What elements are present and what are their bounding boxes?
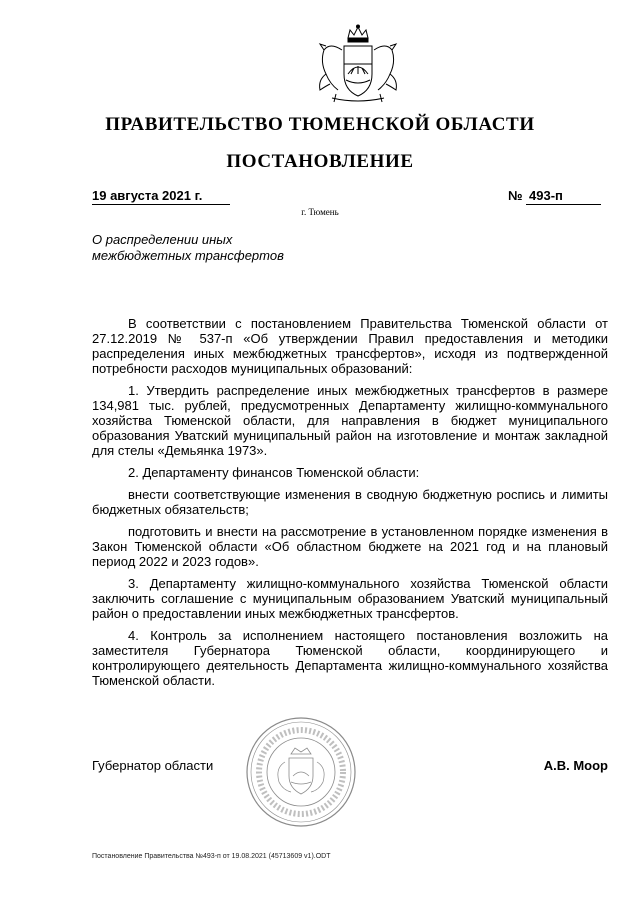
body-paragraph: 3. Департаменту жилищно-коммунального хозяйства Тюменской области заключить соглашение с муниципальным образованием Уватский муниципальный район о предоставлении иных межбюджетных трансфертов. (92, 576, 608, 621)
document-number (508, 188, 604, 205)
subject-line: О распределении иных (92, 232, 233, 247)
signature-block (92, 758, 608, 782)
body-paragraph: 2. Департаменту финансов Тюменской области: (128, 465, 420, 480)
document-subject (92, 232, 352, 264)
number-sign: № (508, 188, 523, 203)
government-title: ПРАВИТЕЛЬСТВО ТЮМЕНСКОЙ ОБЛАСТИ (105, 114, 535, 135)
body-paragraph: внести соответствующие изменения в сводную бюджетную роспись и лимиты бюджетных обязательств; (92, 487, 608, 517)
number-value: 493-п (526, 188, 601, 205)
subject-line: межбюджетных трансфертов (92, 248, 284, 263)
document-footer: Постановление Правительства №493-п от 19.08.2021 (45713609 v1).ODT (92, 853, 331, 860)
body-paragraph: 1. Утвердить распределение иных межбюджетных трансфертов в размере 134,981 тыс. рублей, предусмотренных Департаменту жилищно-коммунального хозяйства Тюменской области, для направления в бюджет муниципального образования Уватский муниципальный район на изготовление и монтаж закладной для стелы «Демьянка 1973». (92, 383, 608, 458)
signer-name: А.В. Моор (543, 758, 608, 773)
document-city: г. Тюмень (301, 207, 339, 217)
coat-of-arms-icon (314, 24, 402, 106)
body-paragraph: подготовить и внести на рассмотрение в установленном порядке изменения в Закон Тюменской области «Об областном бюджете на 2021 год и на плановый период 2022 и 2023 годов». (92, 524, 608, 569)
body-paragraph: В соответствии с постановлением Правительства Тюменской области от 27.12.2019 № 537-п «Об утверждении Правил предоставления и методики распределения иных межбюджетных трансфертов», исходя из подтвержденной потребности расходов муниципальных образований: (92, 316, 608, 376)
document-date: 19 августа 2021 г. (92, 188, 230, 205)
signer-position: Губернатор области (92, 758, 214, 773)
document-body (92, 316, 608, 695)
body-paragraph: 4. Контроль за исполнением настоящего постановления возложить на заместителя Губернатора Тюменской области, координирующего и контролирующего деятельность Департамента жилищно-коммунального хозяйства Тюменской области. (92, 628, 608, 688)
document-type: ПОСТАНОВЛЕНИЕ (226, 151, 414, 172)
